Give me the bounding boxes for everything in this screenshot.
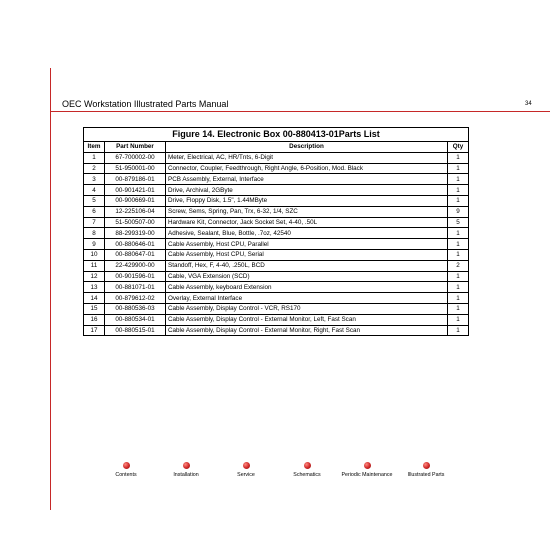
nav-label[interactable]: Contents	[115, 472, 137, 478]
parts-table-body	[84, 152, 469, 336]
cell-description: PCB Assembly, External, Interface	[166, 174, 448, 185]
left-margin-rule	[50, 68, 51, 510]
footer-navigation	[0, 462, 550, 492]
cell-part-number: 88-299319-00	[105, 228, 166, 239]
cell-part-number: 00-880534-01	[105, 314, 166, 325]
col-header-item: Item	[84, 142, 105, 153]
cell-item: 13	[84, 282, 105, 293]
red-bullet-icon[interactable]	[423, 462, 430, 469]
cell-item: 6	[84, 206, 105, 217]
nav-label[interactable]: Installation	[173, 472, 199, 478]
cell-description: Connector, Coupler, Feedthrough, Right Angle, 6-Position, Mod. Black	[166, 163, 448, 174]
table-row	[84, 152, 469, 163]
parts-table	[83, 127, 469, 336]
cell-description: Cable, VGA Extension (SCD)	[166, 271, 448, 282]
table-row	[84, 260, 469, 271]
nav-label[interactable]: Illustrated Parts	[407, 472, 445, 478]
cell-item: 8	[84, 228, 105, 239]
red-bullet-icon[interactable]	[364, 462, 371, 469]
cell-part-number: 51-950001-00	[105, 163, 166, 174]
cell-description: Cable Assembly, Host CPU, Parallel	[166, 239, 448, 250]
cell-qty: 1	[448, 174, 469, 185]
cell-part-number: 00-901596-01	[105, 271, 166, 282]
red-bullet-icon[interactable]	[183, 462, 190, 469]
table-row	[84, 293, 469, 304]
red-bullet-icon[interactable]	[123, 462, 130, 469]
table-row	[84, 228, 469, 239]
table-row	[84, 174, 469, 185]
table-row	[84, 314, 469, 325]
table-row	[84, 249, 469, 260]
cell-description: Meter, Electrical, AC, HR/Tnts, 6-Digit	[166, 152, 448, 163]
cell-qty: 1	[448, 293, 469, 304]
cell-description: Adhesive, Sealant, Blue, Bottle, .7oz, 42540	[166, 228, 448, 239]
manual-title: OEC Workstation Illustrated Parts Manual	[62, 99, 229, 109]
cell-description: Standoff, Hex, F, 4-40, .250L, BCD	[166, 260, 448, 271]
cell-item: 11	[84, 260, 105, 271]
cell-qty: 1	[448, 228, 469, 239]
cell-description: Cable Assembly, Display Control - VCR, RS170	[166, 303, 448, 314]
table-header-row	[84, 142, 469, 153]
cell-description: Drive, Floppy Disk, 1.5", 1.44MByte	[166, 195, 448, 206]
cell-qty: 1	[448, 185, 469, 196]
table-row	[84, 185, 469, 196]
col-header-part-number: Part Number	[105, 142, 166, 153]
cell-description: Cable Assembly, Host CPU, Serial	[166, 249, 448, 260]
cell-qty: 9	[448, 206, 469, 217]
cell-part-number: 00-880515-01	[105, 325, 166, 336]
cell-qty: 2	[448, 260, 469, 271]
nav-link-illustrated-parts[interactable]	[386, 462, 466, 478]
cell-qty: 1	[448, 195, 469, 206]
header-rule	[50, 111, 550, 112]
cell-part-number: 00-880536-03	[105, 303, 166, 314]
table-row	[84, 325, 469, 336]
page-number: 34	[525, 101, 532, 107]
nav-label[interactable]: Schematics	[293, 472, 321, 478]
cell-item: 10	[84, 249, 105, 260]
table-row	[84, 206, 469, 217]
cell-item: 7	[84, 217, 105, 228]
table-row	[84, 163, 469, 174]
cell-item: 15	[84, 303, 105, 314]
cell-part-number: 12-225106-04	[105, 206, 166, 217]
cell-qty: 1	[448, 314, 469, 325]
table-row	[84, 303, 469, 314]
nav-label[interactable]: Periodic Maintenance	[341, 472, 393, 478]
cell-description: Overlay, External Interface	[166, 293, 448, 304]
cell-item: 3	[84, 174, 105, 185]
cell-part-number: 22-429900-00	[105, 260, 166, 271]
cell-item: 16	[84, 314, 105, 325]
cell-part-number: 00-879186-01	[105, 174, 166, 185]
cell-part-number: 00-880647-01	[105, 249, 166, 260]
cell-qty: 1	[448, 282, 469, 293]
cell-part-number: 00-880646-01	[105, 239, 166, 250]
cell-qty: 1	[448, 303, 469, 314]
cell-description: Cable Assembly, keyboard Extension	[166, 282, 448, 293]
cell-qty: 1	[448, 249, 469, 260]
cell-description: Cable Assembly, Display Control - External Monitor, Right, Fast Scan	[166, 325, 448, 336]
cell-part-number: 51-500507-00	[105, 217, 166, 228]
cell-item: 9	[84, 239, 105, 250]
table-row	[84, 271, 469, 282]
cell-part-number: 00-900669-01	[105, 195, 166, 206]
cell-item: 1	[84, 152, 105, 163]
table-row	[84, 239, 469, 250]
cell-item: 4	[84, 185, 105, 196]
cell-part-number: 00-879612-02	[105, 293, 166, 304]
cell-qty: 1	[448, 152, 469, 163]
cell-description: Screw, Sems, Spring, Pan, Trx, 6-32, 1/4, SZC	[166, 206, 448, 217]
cell-description: Drive, Archival, 2GByte	[166, 185, 448, 196]
table-row	[84, 195, 469, 206]
cell-item: 14	[84, 293, 105, 304]
cell-item: 17	[84, 325, 105, 336]
cell-qty: 1	[448, 271, 469, 282]
table-title: Figure 14. Electronic Box 00-880413-01Parts List	[83, 127, 469, 141]
red-bullet-icon[interactable]	[243, 462, 250, 469]
cell-description: Hardware Kit, Connector, Jack Socket Set, 4-40, .50L	[166, 217, 448, 228]
cell-part-number: 67-700002-00	[105, 152, 166, 163]
table-row	[84, 217, 469, 228]
cell-item: 12	[84, 271, 105, 282]
cell-qty: 1	[448, 325, 469, 336]
cell-part-number: 00-901421-01	[105, 185, 166, 196]
cell-qty: 1	[448, 163, 469, 174]
cell-description: Cable Assembly, Display Control - External Monitor, Left, Fast Scan	[166, 314, 448, 325]
col-header-qty: Qty	[448, 142, 469, 153]
cell-part-number: 00-881071-01	[105, 282, 166, 293]
nav-label[interactable]: Service	[237, 472, 255, 478]
cell-item: 5	[84, 195, 105, 206]
red-bullet-icon[interactable]	[304, 462, 311, 469]
cell-qty: 5	[448, 217, 469, 228]
cell-item: 2	[84, 163, 105, 174]
parts-list-panel	[83, 127, 468, 336]
col-header-description: Description	[166, 142, 448, 153]
table-row	[84, 282, 469, 293]
cell-qty: 1	[448, 239, 469, 250]
